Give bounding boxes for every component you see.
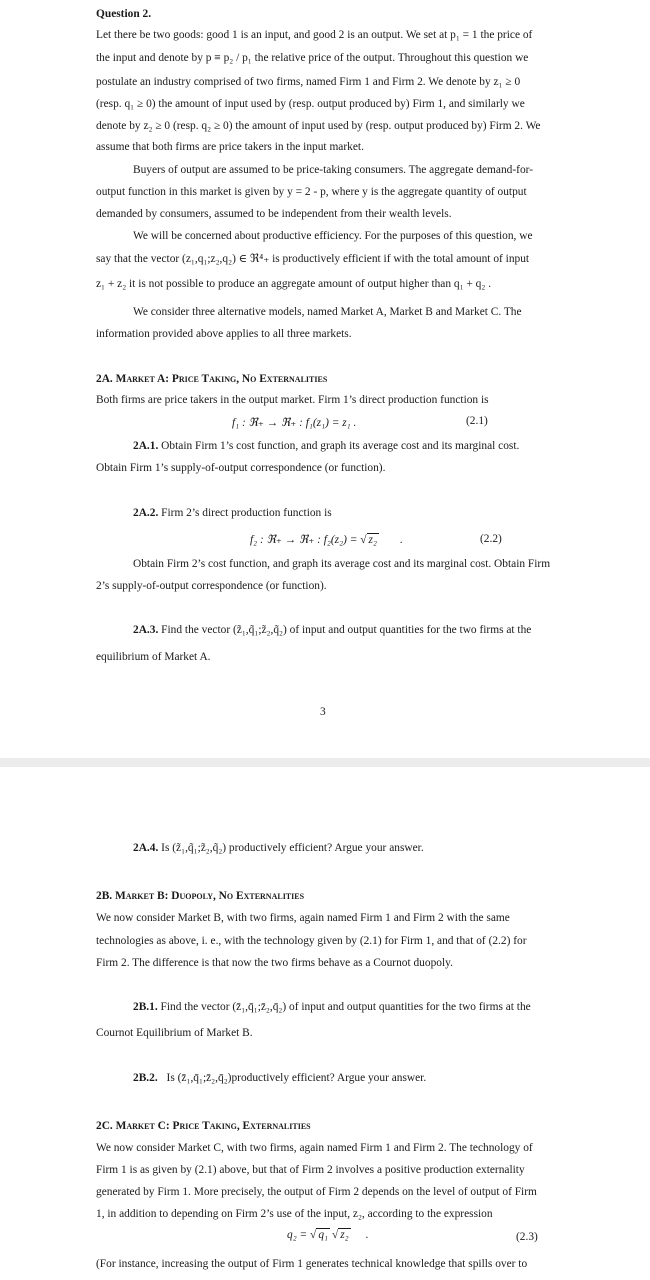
buyers-line: demanded by consumers, assumed to be independent from their wealth levels. — [96, 208, 452, 220]
equation-period: . — [399, 534, 403, 546]
intro-line: assume that both firms are price takers in the input market. — [96, 141, 364, 153]
sqrt-sign: √ — [310, 1229, 317, 1241]
section-2c-line: generated by Firm 1. More precisely, the output of Firm 2 depends on the level of output of Firm — [96, 1186, 537, 1198]
efficiency-line: We will be concerned about productive efficiency. For the purposes of this question, we — [133, 230, 533, 242]
buyers-line: Buyers of output are assumed to be price-taking consumers. The aggregate demand-for- — [133, 164, 533, 176]
document-page-2 — [0, 767, 650, 1280]
equation-lhs: q₂ = — [287, 1229, 311, 1241]
buyers-line: output function in this market is given by y = 2 - p, where y is the aggregate quantity of output — [96, 186, 527, 198]
section-2a-line: Both firms are price takers in the output market. Firm 1’s direct production function is — [96, 394, 489, 406]
last-line: (For instance, increasing the output of Firm 1 generates technical knowledge that spills over to — [96, 1258, 528, 1270]
sqrt-sign: √ — [331, 1229, 339, 1241]
question-2b1 — [133, 1000, 531, 1014]
section-2c-line: 1, in addition to depending on Firm 2’s use of the input, z₂, according to the expression — [96, 1208, 493, 1220]
intro-line: postulate an industry comprised of two firms, named Firm 1 and Firm 2. We denote by z₁ ≥ 0 — [96, 76, 521, 88]
section-2c-line: We now consider Market C, with two firms, again named Firm 1 and Firm 2. The technology of — [96, 1142, 533, 1154]
equation-2-1: f₁ : ℜ₊ → ℜ₊ : f₁(z₁) = z₁ . — [232, 417, 357, 429]
question-2a3-line: equilibrium of Market A. — [96, 651, 211, 663]
question-2a1-line: Obtain Firm 1’s supply-of-output correspondence (or function). — [96, 462, 386, 474]
equation-2-3 — [287, 1229, 368, 1241]
intro-line: the input and denote by p ≡ p₂ / p₁ the relative price of the output. Throughout this question we — [96, 52, 529, 64]
equation-2-2 — [250, 532, 403, 546]
equation-2-1-number: (2.1) — [466, 415, 488, 427]
section-2b-line: Firm 2. The difference is that now the two firms behave as a Cournot duopoly. — [96, 957, 453, 969]
question-2b1-line: Cournot Equilibrium of Market B. — [96, 1027, 253, 1039]
equation-2-2-number: (2.2) — [480, 533, 502, 545]
question-label: 2A.3. — [133, 624, 159, 636]
section-2c-line: Firm 1 is as given by (2.1) above, but that of Firm 2 involves a positive production externality — [96, 1164, 525, 1176]
intro-line: denote by z₂ ≥ 0 (resp. q₂ ≥ 0) the amount of input used by (resp. output produced by) Firm 2. We — [96, 120, 541, 132]
models-line: information provided above applies to all three markets. — [96, 328, 352, 340]
question-2a2-line: 2’s supply-of-output correspondence (or function). — [96, 580, 327, 592]
question-text: Is (z̄₁,q̄₁;z̄₂,q̄₂)productively efficient? Argue your answer. — [166, 1072, 427, 1084]
question-label: 2A.2. — [133, 507, 159, 519]
radicand: z₂ — [340, 1229, 349, 1241]
sqrt-sign: √ — [360, 534, 367, 546]
radicand: z₂ — [368, 534, 377, 546]
question-2a3 — [133, 623, 531, 637]
radicand: q₁ — [318, 1229, 328, 1241]
question-label: 2A.4. — [133, 842, 159, 854]
section-2b-heading: 2B. Market B: Duopoly, No Externalities — [96, 890, 305, 902]
question-2a2-line: Obtain Firm 2’s cost function, and graph its average cost and its marginal cost. Obtain Firm — [133, 558, 551, 570]
question-text: Find the vector (z̃₁,q̃₁;z̃₂,q̃₂) of input and output quantities for the two firms at the — [161, 624, 532, 636]
intro-line: Let there be two goods: good 1 is an input, and good 2 is an output. We set at p₁ = 1 the price of — [96, 29, 533, 41]
page-number: 3 — [320, 706, 326, 718]
efficiency-line: say that the vector (z₁,q₁;z₂,q₂) ∈ ℜ⁴₊ is productively efficient if with the total amount of input — [96, 253, 530, 265]
section-2c-heading: 2C. Market C: Price Taking, Externalities — [96, 1120, 311, 1132]
page-separator — [0, 758, 650, 767]
question-text: Firm 2’s direct production function is — [161, 507, 332, 519]
section-2a-heading: 2A. Market A: Price Taking, No Externalities — [96, 373, 328, 385]
question-label: 2B.2. — [133, 1072, 158, 1084]
question-title: Question 2. — [96, 8, 152, 20]
section-2b-line: We now consider Market B, with two firms, again named Firm 1 and Firm 2 with the same — [96, 912, 510, 924]
efficiency-line: z₁ + z₂ it is not possible to produce an aggregate amount of output higher than q₁ + q₂ . — [96, 278, 492, 290]
intro-line: (resp. q₁ ≥ 0) the amount of input used by (resp. output produced by) Firm 1, and similarly we — [96, 98, 525, 110]
equation-period: . — [365, 1229, 369, 1241]
question-label: 2B.1. — [133, 1001, 158, 1013]
question-2b2 — [133, 1071, 426, 1085]
question-2a1 — [133, 439, 519, 453]
question-2a2 — [133, 506, 332, 520]
question-text: Is (z̃₁,q̃₁;z̃₂,q̃₂) productively efficient? Argue your answer. — [161, 842, 424, 854]
equation-2-3-number: (2.3) — [516, 1231, 538, 1243]
question-text: Obtain Firm 1’s cost function, and graph its average cost and its marginal cost. — [161, 440, 520, 452]
question-label: 2A.1. — [133, 440, 159, 452]
question-text: Find the vector (z̄₁,q̄₁;z̄₂,q̄₂) of input and output quantities for the two firms at the — [160, 1001, 531, 1013]
question-2a4 — [133, 841, 424, 855]
section-2b-line: technologies as above, i. e., with the technology given by (2.1) for Firm 1, and that of (2.2) for — [96, 935, 527, 947]
models-line: We consider three alternative models, named Market A, Market B and Market C. The — [133, 306, 522, 318]
equation-lhs: f₂ : ℜ₊ → ℜ₊ : f₂(z₂) = — [250, 534, 361, 546]
